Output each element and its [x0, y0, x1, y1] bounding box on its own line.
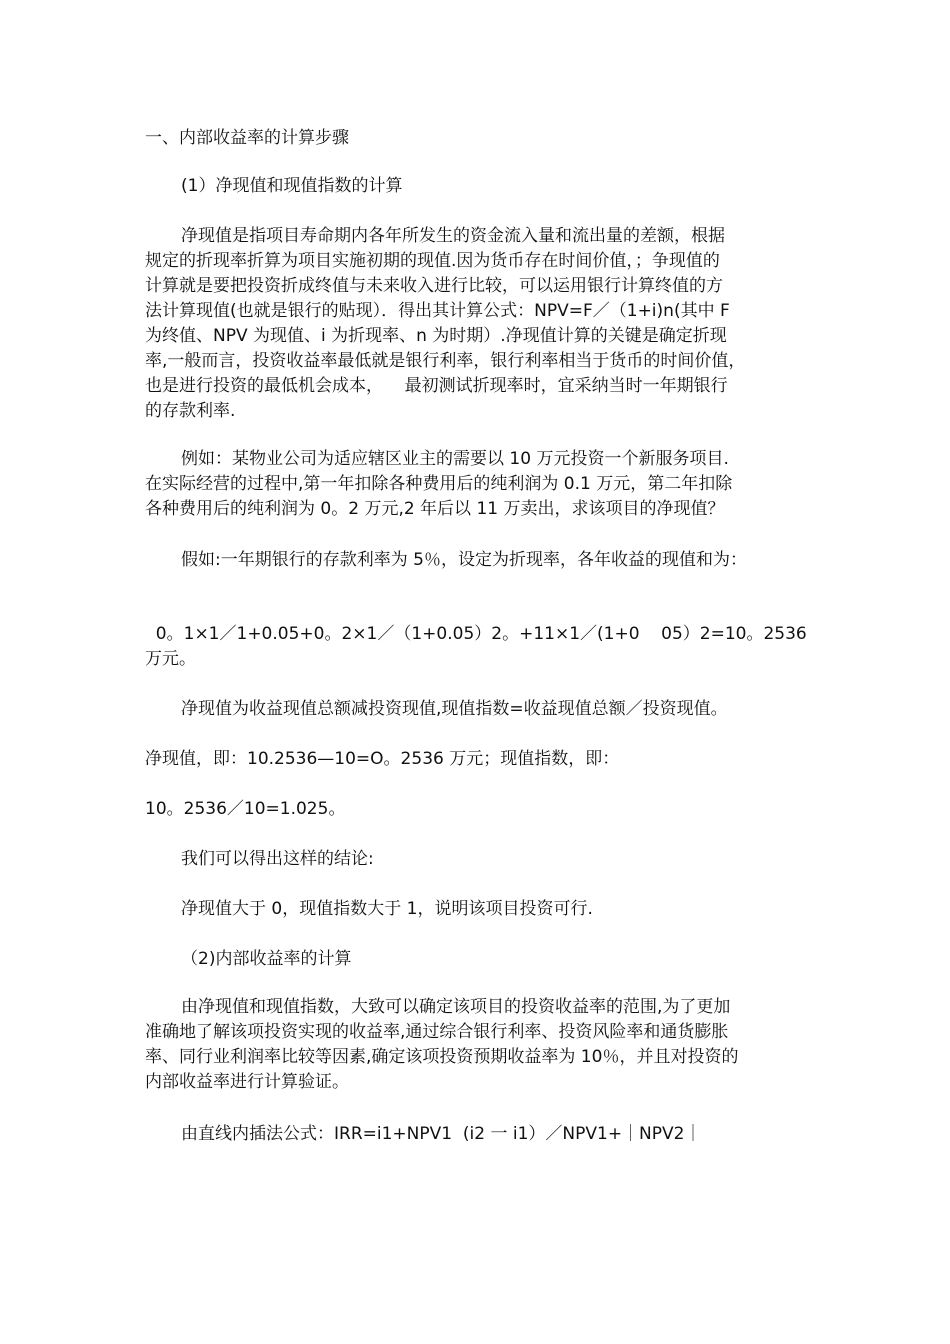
paragraph-line: 在实际经营的过程中,第一年扣除各种费用后的纯利润为 0.1 万元，第二年扣除 — [145, 474, 733, 494]
paragraph-line: 计算就是要把投资折成终值与未来收入进行比较，可以运用银行计算终值的方 — [145, 276, 723, 296]
paragraph-line: 法计算现值(也就是银行的贴现）．得出其计算公式：NPV=F／（1+i)n(其中 F — [145, 301, 730, 321]
paragraph-line: 率,一般而言，投资收益率最低就是银行利率，银行利率相当于货币的时间价值， — [145, 351, 746, 371]
paragraph-line: 的存款利率. — [145, 401, 236, 421]
paragraph-line: 各种费用后的纯利润为 0。2 万元,2 年后以 11 万卖出，求该项目的净现值？ — [145, 499, 725, 519]
paragraph-line: 内部收益率进行计算验证。 — [145, 1072, 349, 1092]
formula-present-value — [145, 622, 805, 672]
paragraph-line: 净现值是指项目寿命期内各年所发生的资金流入量和流出量的差额，根据 — [181, 226, 725, 246]
paragraph-conclusion-intro: 我们可以得出这样的结论: — [181, 849, 374, 869]
paragraph-irr-formula: 由直线内插法公式：IRR=i1+NPV1 (i2 一 i1）／NPV1+｜NPV2｜ — [181, 1124, 702, 1144]
formula-line: 万元。 — [145, 649, 196, 669]
paragraph-line: 率、同行业利润率比较等因素,确定该项投资预期收益率为 10％，并且对投资的 — [145, 1047, 739, 1067]
paragraph-line: 为终值、NPV 为现值、i 为折现率、n 为时期）.净现值计算的关键是确定折现 — [145, 326, 727, 346]
paragraph-line: 也是进行投资的最低机会成本， 最初测试折现率时，宜采纳当时一年期银行 — [145, 376, 728, 396]
paragraph-conclusion: 净现值大于 0，现值指数大于 1，说明该项目投资可行. — [181, 899, 593, 919]
section-2-title: （2)内部收益率的计算 — [181, 949, 352, 969]
paragraph-line: 例如：某物业公司为适应辖区业主的需要以 10 万元投资一个新服务项目. — [181, 449, 729, 469]
paragraph-line: 由净现值和现值指数，大致可以确定该项目的投资收益率的范围,为了更加 — [181, 997, 731, 1017]
paragraph-line: 准确地了解该项投资实现的收益率,通过综合银行利率、投资风险率和通货膨胀 — [145, 1022, 729, 1042]
formula-line: 0。1×1／1+0.05+0。2×1／（1+0.05）2。+11×1／(1+0 05）2=10。2536 — [145, 624, 807, 644]
paragraph-npv-definition — [145, 224, 805, 424]
paragraph-line: 规定的折现率折算为项目实施初期的现值.因为货币存在时间价值，；争现值的 — [145, 251, 720, 271]
paragraph-npv-index-definition: 净现值为收益现值总额减投资现值,现值指数=收益现值总额／投资现值。 — [181, 699, 728, 719]
paragraph-irr-intro — [145, 995, 805, 1095]
document-heading: 一、内部收益率的计算步骤 — [145, 128, 349, 148]
paragraph-example — [145, 447, 805, 522]
paragraph-index-result: 10。2536／10=1.025。 — [145, 799, 346, 819]
paragraph-npv-result: 净现值，即：10.2536—10=O。2536 万元；现值指数，即： — [145, 749, 620, 769]
section-1-title: (1）净现值和现值指数的计算 — [181, 176, 403, 196]
paragraph-assumption: 假如:一年期银行的存款利率为 5％，设定为折现率，各年收益的现值和为： — [181, 550, 747, 570]
